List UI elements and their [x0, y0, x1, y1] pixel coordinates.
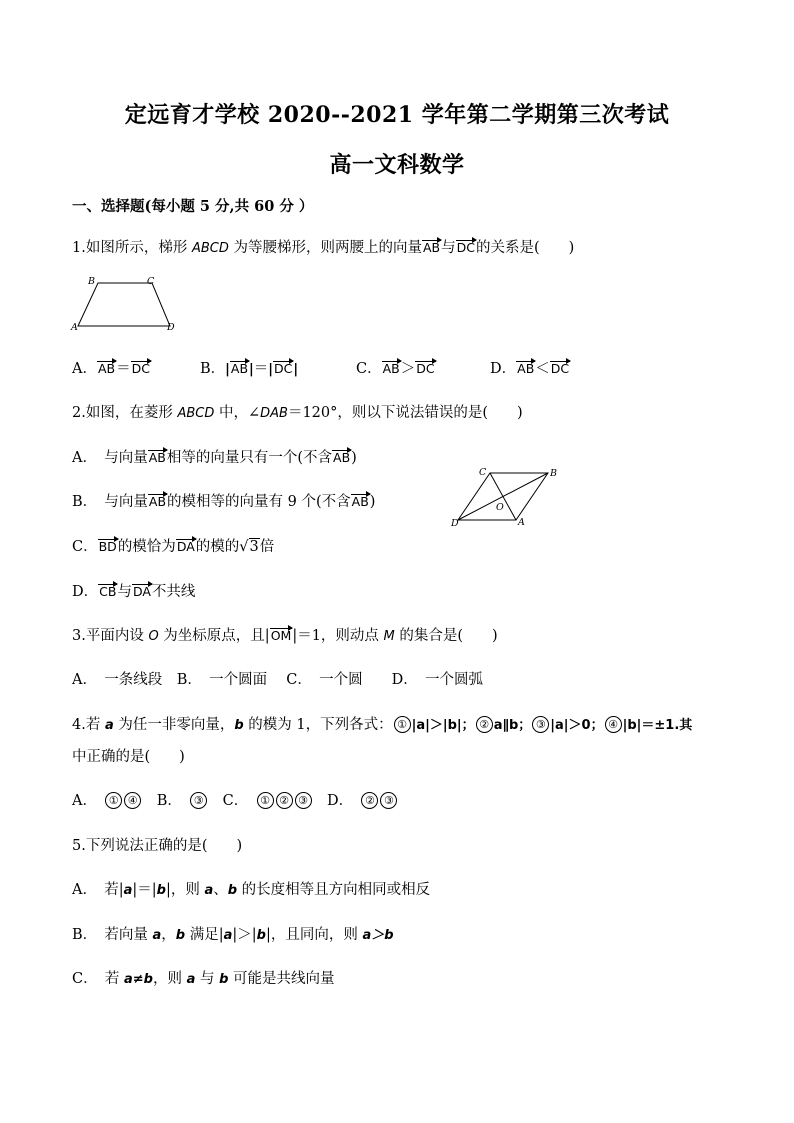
- q1-option-c: C．AB＞DC: [356, 361, 435, 377]
- vector-ab: AB: [422, 240, 441, 255]
- q1-option-a: A．AB＝DC: [72, 361, 150, 377]
- label-o: O: [496, 502, 504, 513]
- label-c: C: [479, 467, 487, 478]
- q3-stem: 3.平面内设 O 为坐标原点，且|OM|＝1，则动点 M 的集合是( ): [72, 628, 498, 644]
- q1-option-d: D．AB＜DC: [490, 361, 570, 377]
- exam-subtitle: 高一文科数学: [329, 152, 465, 178]
- q5-option-b: B． 若向量 a，b 满足|a|＞|b|，且同向，则 a＞b: [72, 927, 394, 943]
- q2-option-b: B． 与向量AB的模相等的向量有 9 个(不含AB): [72, 494, 376, 510]
- rhombus-figure: [446, 464, 566, 530]
- label-b: B: [88, 276, 95, 287]
- q5-stem: 5.下列说法正确的是( ): [72, 838, 243, 854]
- label-b: B: [550, 468, 557, 479]
- q2-option-d: D．CB与DA不共线: [72, 584, 196, 600]
- vector-dc: DC: [456, 240, 475, 255]
- q5-option-c: C． 若 a≠b，则 a 与 b 可能是共线向量: [72, 971, 335, 987]
- trapezoid-figure: [66, 272, 186, 334]
- label-a: A: [518, 517, 525, 528]
- q3-options: A． 一条线段 B． 一个圆面 C． 一个圆 D． 一个圆弧: [72, 672, 483, 688]
- q1-stem: 1.如图所示，梯形 ABCD 为等腰梯形，则两腰上的向量AB与DC的关系是( ): [72, 236, 574, 257]
- exam-title: 定远育才学校 2020--2021 学年第二学期第三次考试: [124, 102, 670, 128]
- q2-option-c: C．BD的模恰为DA的模的√3倍: [72, 539, 275, 555]
- label-d: D: [451, 518, 459, 529]
- label-a: A: [71, 322, 78, 333]
- section-heading: 一、选择题(每小题 5 分,共 60 分 ）: [72, 198, 314, 215]
- q4-options: A． ① ④ B． ③ C． ① ② ③ D． ② ③: [72, 789, 398, 810]
- q4-stem-line2: 中正确的是( ): [72, 749, 185, 765]
- q2-option-a: A． 与向量AB相等的向量只有一个(不含AB): [72, 450, 357, 466]
- q4-stem: 4.若 a 为任一非零向量，b 的模为 1，下列各式： ① |a|＞|b|； ② a∥b； ③ |a|＞0； ④ |b|＝±1.其: [72, 717, 693, 733]
- label-d: D: [167, 322, 175, 333]
- label-c: C: [147, 276, 155, 287]
- q5-option-a: A． 若|a|＝|b|，则 a、b 的长度相等且方向相同或相反: [72, 882, 431, 898]
- q1-option-b: B．|AB|＝|DC|: [200, 361, 299, 377]
- q2-stem: 2.如图，在菱形 ABCD 中，∠DAB＝120°，则以下说法错误的是( ): [72, 405, 523, 421]
- trapezoid-shape: [78, 283, 170, 326]
